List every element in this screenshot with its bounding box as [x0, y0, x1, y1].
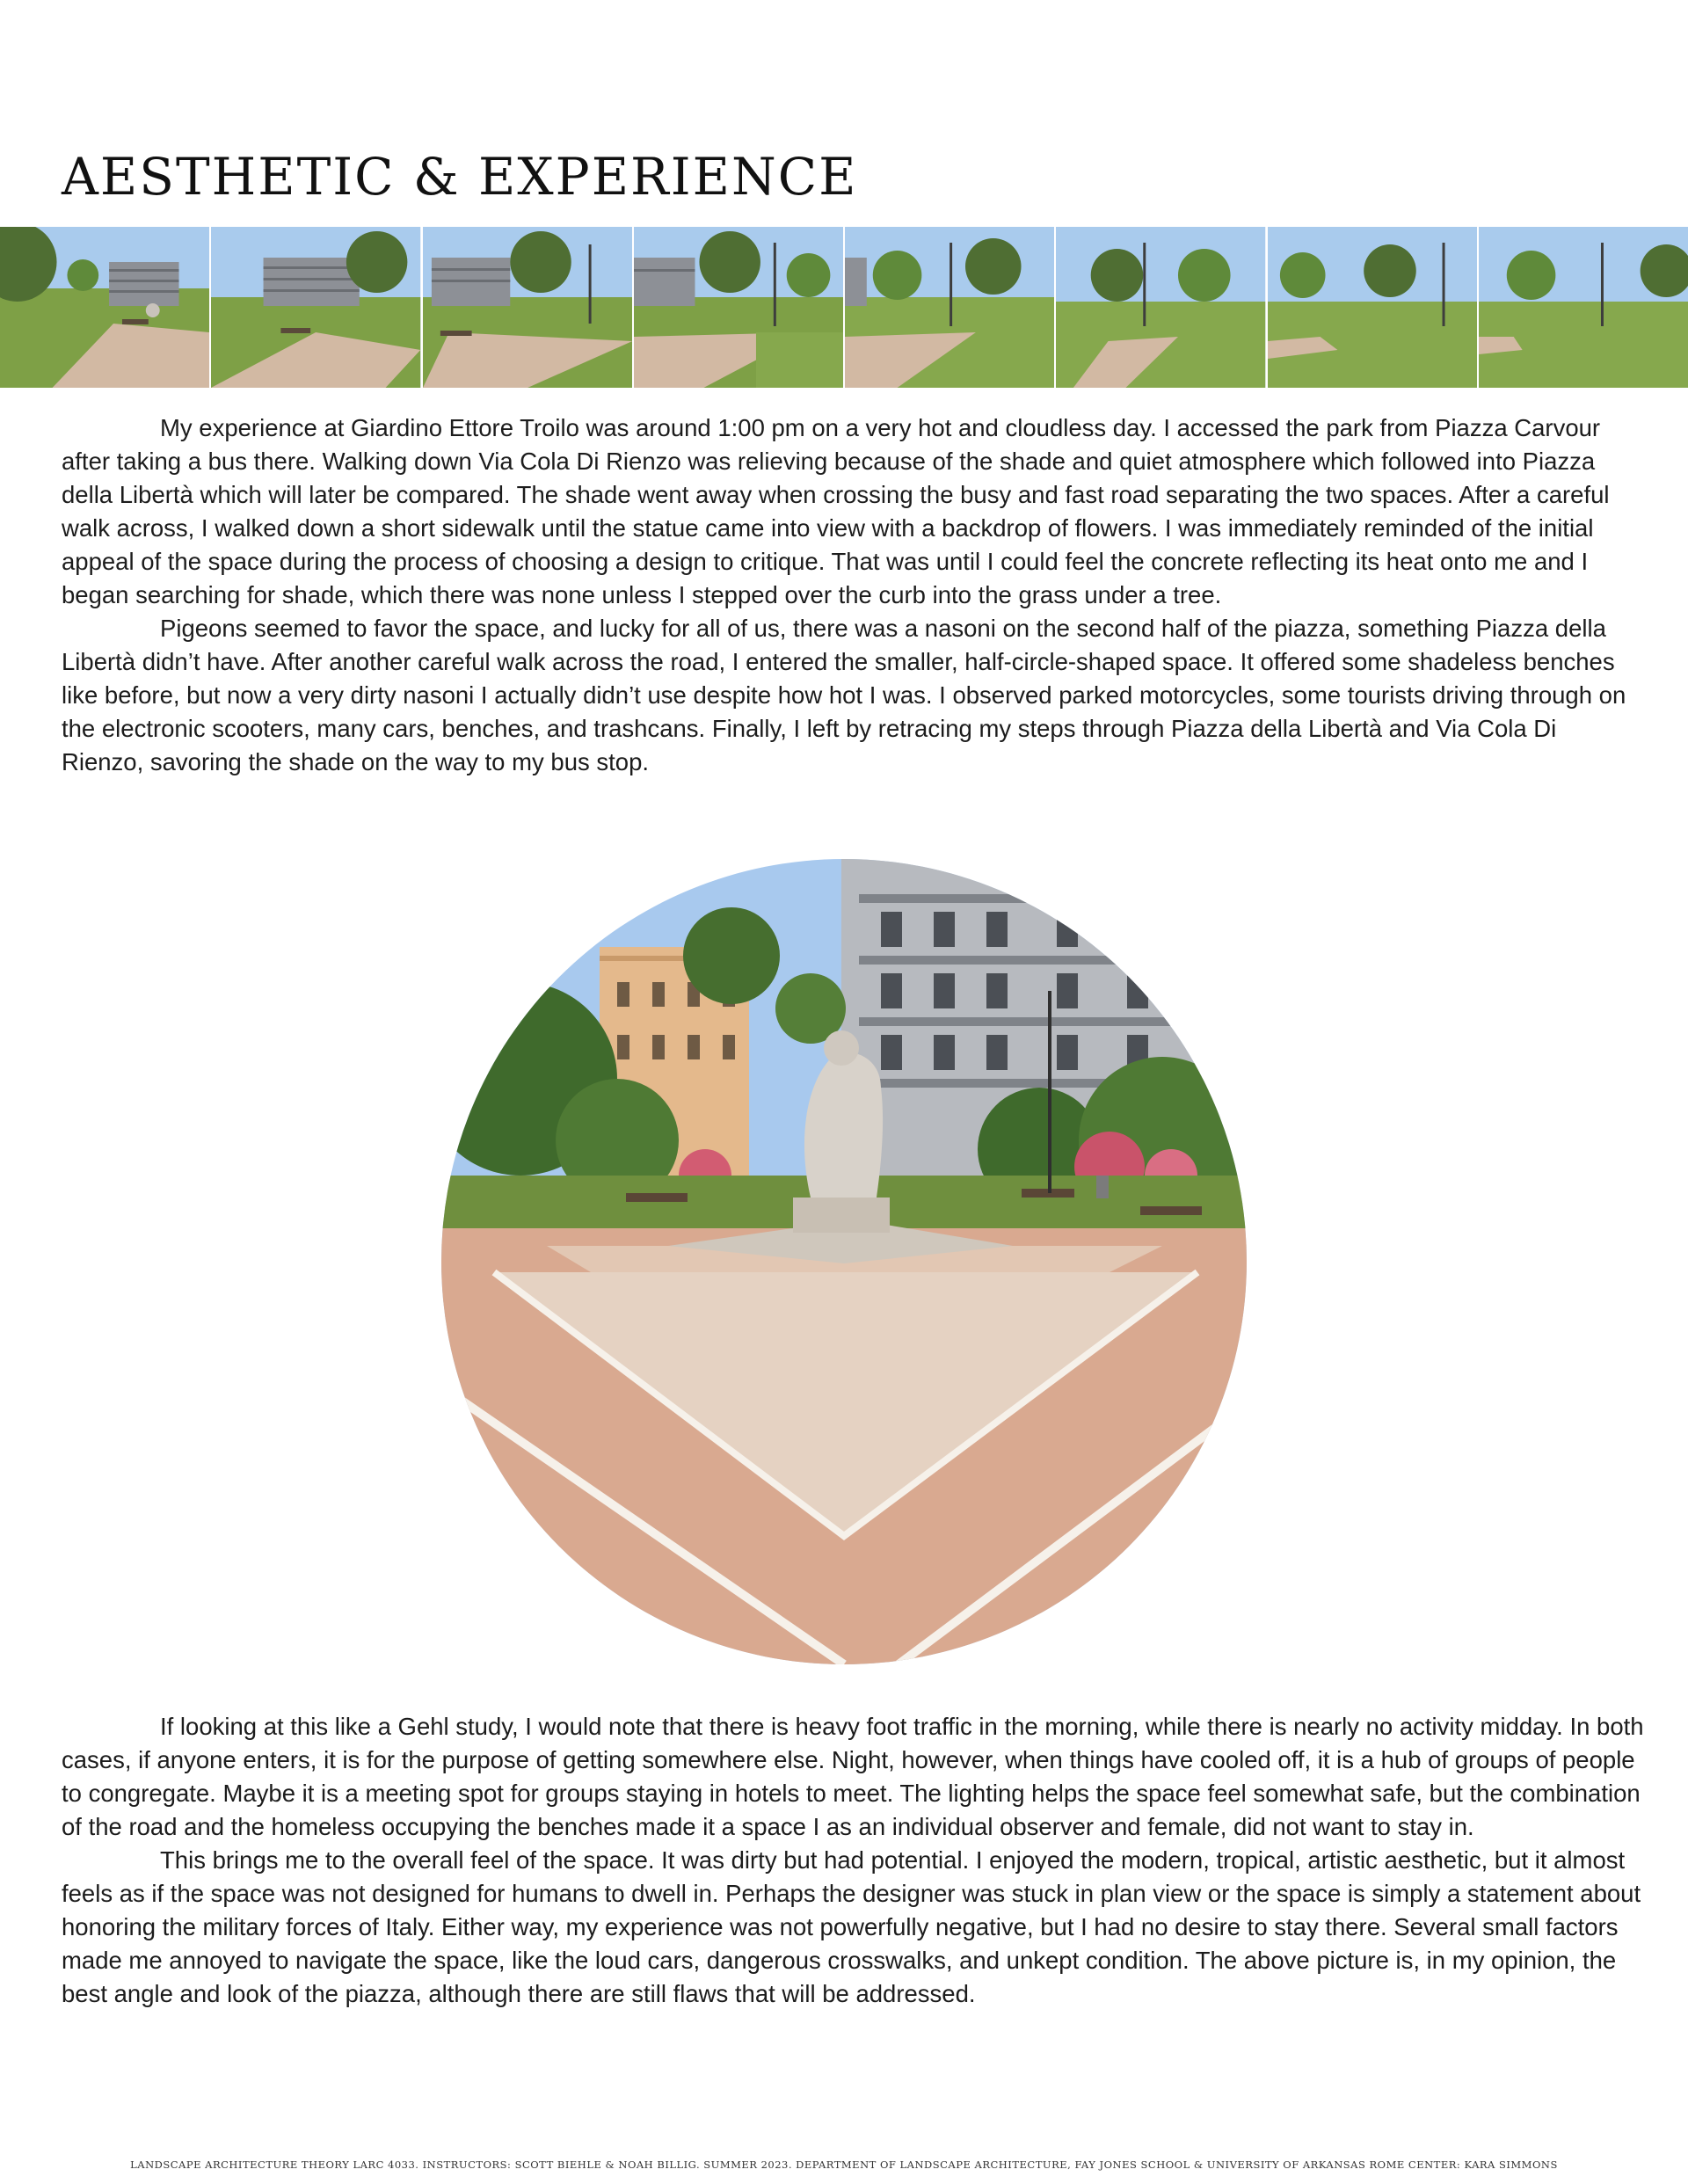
- piazza-photo: [441, 859, 1247, 1664]
- page-footer: LANDSCAPE ARCHITECTURE THEORY LARC 4033. INSTRUCTORS: SCOTT BIEHLE & NOAH BILLIG. SUMMER 2023. DEPARTMENT OF LANDSCAPE ARCHITECTURE, FAY JONES SCHOOL & UNIVERSITY OF ARKANSAS ROME CENTER: KARA SIMMONS: [130, 2159, 1558, 2171]
- strip-photo-6: [1056, 227, 1267, 388]
- paragraph-3: If looking at this like a Gehl study, I would note that there is heavy foot traffic in the morning, while there is nearly no activity midday. In both cases, if anyone enters, it is for the purpose of getting somewhere else. Night, however, when things have cooled off, it is a hub of groups of people to congregate. Maybe it is a meeting spot for groups staying in hotels to meet. The lighting helps the space feel somewhat safe, but the combination of the road and the homeless occupying the benches made it a space I as an individual observer and female, did not want to stay in.: [62, 1713, 1644, 1840]
- analysis-text: [62, 1710, 1644, 2011]
- strip-photo-1: [0, 227, 211, 388]
- strip-photo-7: [1268, 227, 1479, 388]
- experience-text: [62, 411, 1644, 779]
- strip-photo-2: [211, 227, 422, 388]
- paragraph-2: Pigeons seemed to favor the space, and lucky for all of us, there was a nasoni on the second half of the piazza, something Piazza della Libertà didn’t have. After another careful walk across the road, I entered the smaller, half-circle-shaped space. It offered some shadeless benches like before, but now a very dirty nasoni I actually didn’t use despite how hot I was. I observed parked motorcycles, some tourists driving through on the electronic scooters, many cars, benches, and trashcans. Finally, I left by retracing my steps through Piazza della Libertà and Via Cola Di Rienzo, savoring the shade on the way to my bus stop.: [62, 615, 1626, 775]
- strip-photo-4: [634, 227, 845, 388]
- strip-photo-5: [845, 227, 1056, 388]
- strip-photo-8: [1479, 227, 1688, 388]
- page-title: AESTHETIC & EXPERIENCE: [62, 147, 858, 207]
- strip-photo-3: [423, 227, 634, 388]
- photo-strip: [0, 227, 1688, 388]
- paragraph-4: This brings me to the overall feel of the space. It was dirty but had potential. I enjoyed the modern, tropical, artistic aesthetic, but it almost feels as if the space was not designed for humans to dwell in. Perhaps the designer was stuck in plan view or the space is simply a statement about honoring the military forces of Italy. Either way, my experience was not powerfully negative, but I had no desire to stay there. Several small factors made me annoyed to navigate the space, like the loud cars, dangerous crosswalks, and unkept condition. The above picture is, in my opinion, the best angle and look of the piazza, although there are still flaws that will be addressed.: [62, 1846, 1641, 2007]
- paragraph-1: My experience at Giardino Ettore Troilo was around 1:00 pm on a very hot and cloudless day. I accessed the park from Piazza Carvour after taking a bus there. Walking down Via Cola Di Rienzo was relieving because of the shade and quiet atmosphere which followed into Piazza della Libertà which will later be compared. The shade went away when crossing the busy and fast road separating the two spaces. After a careful walk across, I walked down a short sidewalk until the statue came into view with a backdrop of flowers. I was immediately reminded of the initial appeal of the space during the process of choosing a design to critique. That was until I could feel the concrete reflecting its heat onto me and I began searching for shade, which there was none unless I stepped over the curb into the grass under a tree.: [62, 414, 1610, 608]
